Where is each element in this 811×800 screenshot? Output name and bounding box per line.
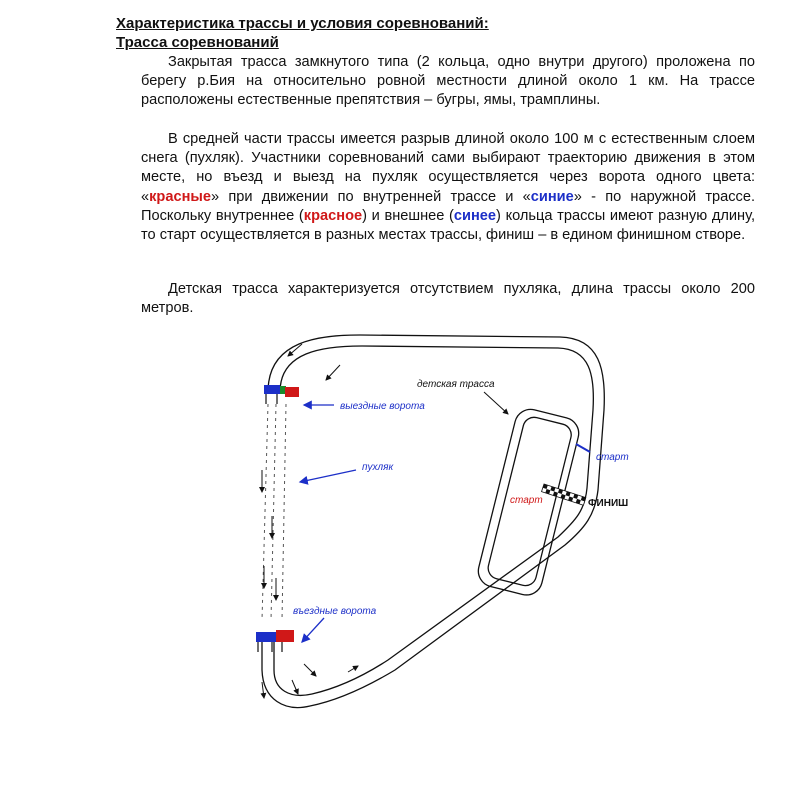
p2-b: » при движении по внутренней трассе и « <box>210 188 531 205</box>
direction-arrows <box>262 344 508 698</box>
paragraph-track-text: Закрытая трасса замкнутого типа (2 кольца, одно внутри другого) проложена по берегу р.Бия на относительно ровной местности длиной около 1 км. На трассе расположены естественные препятствия – бугры, ямы, трамплины. <box>141 54 755 109</box>
blue-word: синие <box>530 188 574 205</box>
red-word-2: красное <box>303 207 363 224</box>
p2-e: ) кольца трассы имеют разную длину, то старт осуществляется в разных местах трассы, финиш – в едином финишном створе. <box>141 207 755 244</box>
subsection-title: Трасса соревнований <box>116 34 279 51</box>
entry-gate-label: въездные ворота <box>293 606 377 617</box>
p2-a: В средней части трассы имеется разрыв длиной около 100 м с естественным слоем снега (пухляк). Участники соревнований сами выбирают траекторию движения в этом месте, но въезд и выезд на пухляк осуществляется через ворота одного цвета: « <box>141 131 755 205</box>
exit-gate <box>264 385 299 404</box>
p2-d: ) и внешнее ( <box>362 207 454 224</box>
outer-track <box>262 335 604 708</box>
red-word: красные <box>149 188 211 205</box>
blue-start-line <box>576 444 590 452</box>
exit-gate-label: выездные ворота <box>340 401 425 412</box>
powder-traces <box>262 404 286 620</box>
p2-c: » - по наружной трассе. Поскольку внутреннее ( <box>141 188 755 224</box>
kids-track-label: детская трасса <box>417 379 495 390</box>
red-start-label: старт <box>510 495 543 506</box>
blue-start-label: старт <box>596 452 629 463</box>
finish-label: ФИНИШ <box>588 498 629 509</box>
blue-word-2: синее <box>453 207 497 224</box>
paragraph-kids-text: Детская трасса характеризуется отсутствием пухляка, длина трассы около 200 метров. <box>141 281 755 317</box>
finish-line <box>542 484 586 505</box>
powder-label: пухляк <box>362 462 394 473</box>
section-title: Характеристика трассы и условия соревнований: <box>116 15 489 32</box>
